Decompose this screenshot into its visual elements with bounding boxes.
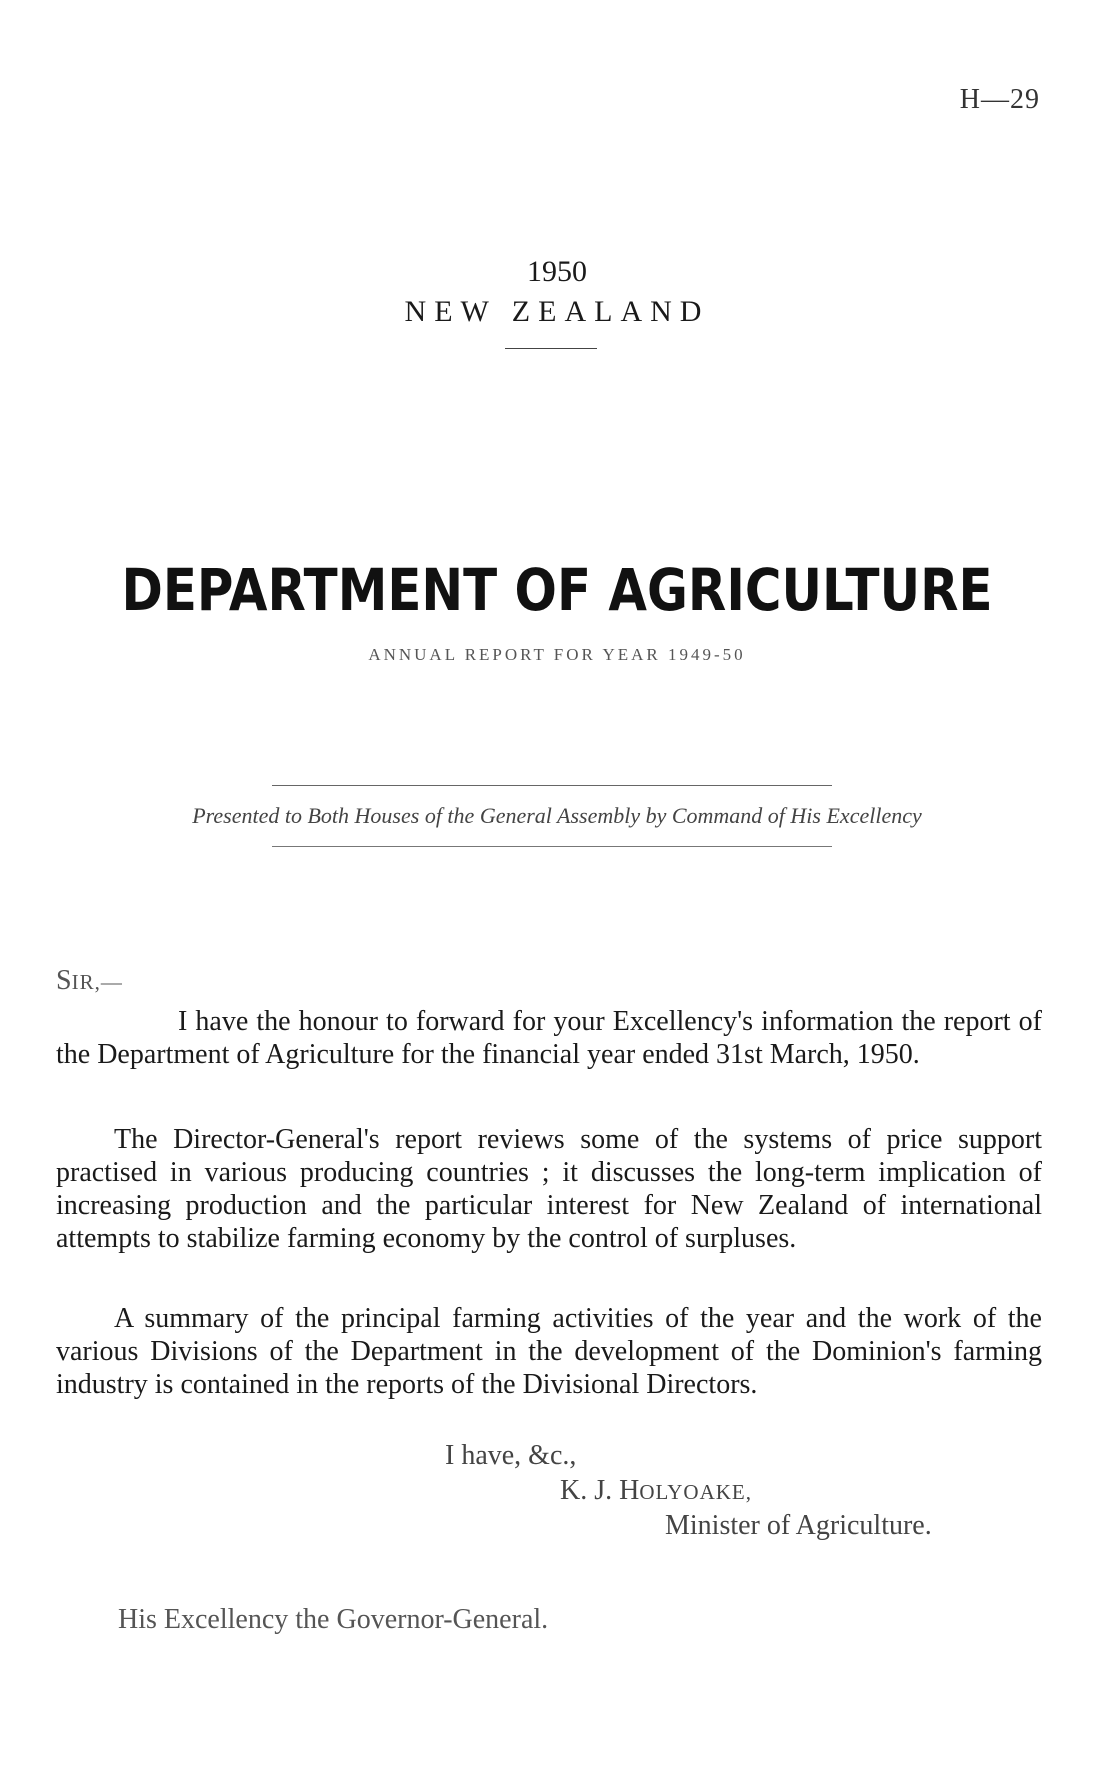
salutation (56, 965, 123, 997)
closing-line: I have, &c., (445, 1440, 577, 1471)
signatory-prefix: K. J. H (560, 1475, 640, 1506)
page-reference: H—29 (959, 84, 1040, 115)
divider-rule (505, 348, 597, 349)
letter-paragraph-1: I have the honour to forward for your Excellency's information the report of the Department of Agriculture for the financial year ended 31st March, 1950. (56, 1006, 1042, 1070)
department-title: DEPARTMENT OF AGRICULTURE (121, 556, 993, 624)
salutation-rest: IR,— (71, 970, 123, 994)
presented-statement: Presented to Both Houses of the General Assembly by Command of His Excellency (192, 803, 922, 828)
country-heading: NEW ZEALAND (404, 295, 710, 328)
divider-rule-top (272, 785, 832, 786)
letter-paragraph-2: The Director-General's report reviews some of the systems of price support practised in various producing countries ; it discusses the long-term implication of increasing production and the particular interest for New Zealand of international attempts to stabilize farming economy by the control of surpluses. (56, 1124, 1042, 1254)
salutation-initial: S (56, 965, 72, 996)
signatory-name (560, 1475, 752, 1507)
report-year: 1950 (527, 255, 587, 288)
letter-paragraph-3: A summary of the principal farming activities of the year and the work of the various Divisions of the Department in the development of the Dominion's farming industry is contained in the reports of the Divisional Directors. (56, 1303, 1042, 1400)
divider-rule-bottom (272, 846, 832, 847)
signatory-title: Minister of Agriculture. (665, 1510, 932, 1541)
signatory-rest: OLYOAKE, (639, 1480, 752, 1504)
addressee: His Excellency the Governor-General. (118, 1604, 549, 1635)
report-subtitle: ANNUAL REPORT FOR YEAR 1949-50 (368, 645, 746, 664)
